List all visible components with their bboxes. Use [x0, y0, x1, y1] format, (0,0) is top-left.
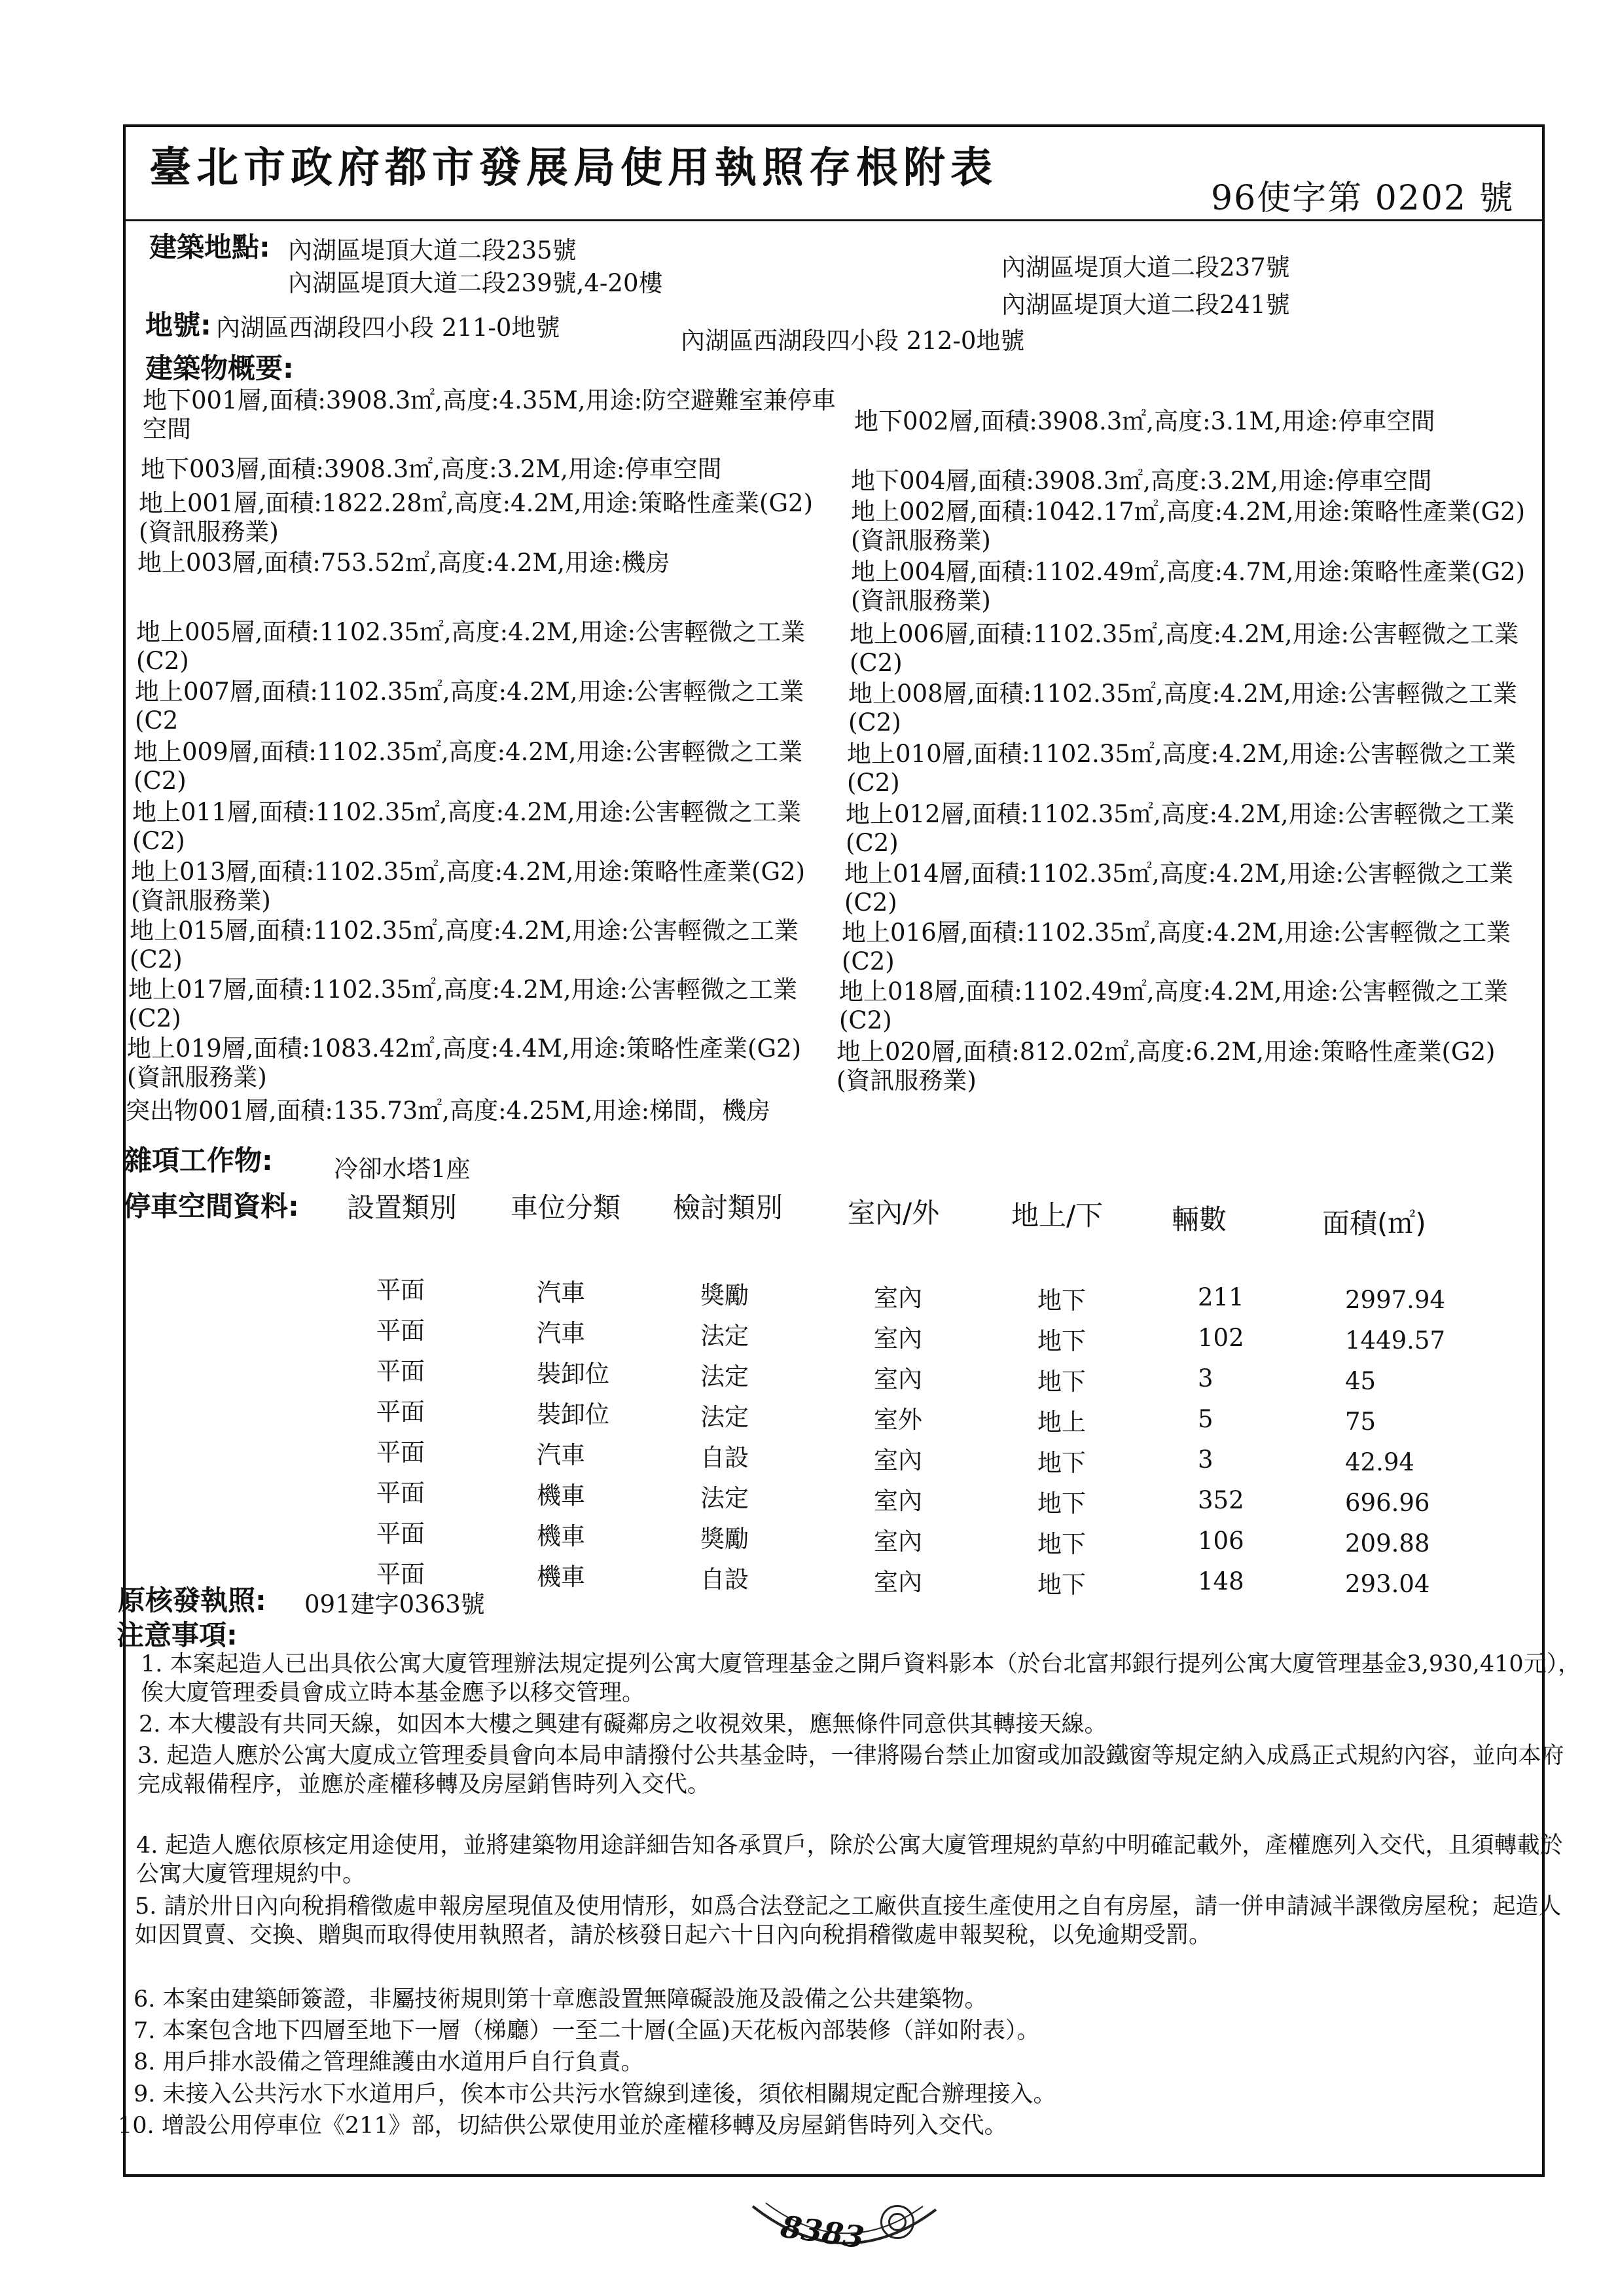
parking-cell-category: 機車 — [537, 1522, 585, 1550]
parking-cell-review: 法定 — [700, 1403, 749, 1431]
floor-014: 地上014層,面積:1102.35㎡,高度:4.2M,用途:公害輕微之工業(C2) — [844, 860, 1514, 917]
parking-cell-type: 平面 — [376, 1357, 425, 1385]
note-9: 9. 未接入公共污水下水道用戶，俟本市公共污水管線到達後，須依相關規定配合辦理接入。 — [134, 2081, 1056, 2107]
parking-cell-count: 148 — [1198, 1567, 1244, 1595]
parking-cell-count: 352 — [1198, 1486, 1244, 1514]
title-divider — [123, 219, 1545, 221]
parking-cell-inout: 室內 — [874, 1284, 922, 1312]
parking-cell-level: 地上 — [1037, 1408, 1086, 1436]
parking-cell-area: 1449.57 — [1345, 1326, 1446, 1355]
floor-008: 地上008層,面積:1102.35㎡,高度:4.2M,用途:公害輕微之工業(C2) — [848, 680, 1518, 737]
address-left-2: 內湖區堤頂大道二段239號,4-20樓 — [288, 269, 663, 297]
parking-cell-area: 2997.94 — [1345, 1286, 1446, 1314]
note-6: 6. 本案由建築師簽證，非屬技術規則第十章應設置無障礙設施及設備之公共建築物。 — [134, 1986, 988, 2013]
floor-p001: 突出物001層,面積:135.73㎡,高度:4.25M,用途:梯間，機房 — [126, 1097, 771, 1125]
address-label: 建築地點: — [149, 231, 270, 263]
parking-cell-level: 地下 — [1037, 1489, 1086, 1518]
parking-cell-type: 平面 — [376, 1560, 425, 1588]
floor-020: 地上020層,面積:812.02㎡,高度:6.2M,用途:策略性產業(G2)(資訊服務業) — [836, 1038, 1496, 1095]
parking-header-review: 檢討類別 — [673, 1192, 783, 1224]
notes-label: 注意事項: — [117, 1619, 238, 1651]
parking-cell-level: 地下 — [1037, 1327, 1086, 1355]
parking-cell-category: 機車 — [537, 1482, 585, 1510]
floor-005: 地上005層,面積:1102.35㎡,高度:4.2M,用途:公害輕微之工業(C2) — [136, 618, 806, 675]
floor-002: 地上002層,面積:1042.17㎡,高度:4.2M,用途:策略性產業(G2)(資訊服務業) — [851, 498, 1526, 555]
lot-left: 內湖區西湖段四小段 211-0地號 — [216, 314, 560, 342]
floor-b003: 地下003層,面積:3908.3㎡,高度:3.2M,用途:停車空間 — [141, 455, 722, 483]
floor-007: 地上007層,面積:1102.35㎡,高度:4.2M,用途:公害輕微之工業(C2 — [135, 678, 804, 735]
parking-cell-review: 法定 — [700, 1322, 749, 1350]
parking-cell-review: 獎勵 — [700, 1281, 749, 1309]
parking-cell-category: 汽車 — [537, 1441, 585, 1469]
note-2: 2. 本大樓設有共同天線，如因本大樓之興建有礙鄰房之收視效果，應無條件同意供其轉接天線。 — [139, 1711, 1107, 1738]
floor-b004: 地下004層,面積:3908.3㎡,高度:3.2M,用途:停車空間 — [851, 467, 1432, 495]
lot-label: 地號: — [145, 309, 211, 341]
note-3: 3. 起造人應於公寓大廈成立管理委員會向本局申請撥付公共基金時，一律將陽台禁止加窗或加設鐵窗等規定納入成爲正式規約內容，並向本府完成報備程序，並應於產權移轉及房屋銷售時列入交代。 — [137, 1743, 1564, 1798]
address-right-1: 內湖區堤頂大道二段237號 — [1001, 253, 1290, 282]
floor-015: 地上015層,面積:1102.35㎡,高度:4.2M,用途:公害輕微之工業(C2) — [130, 917, 799, 974]
parking-cell-area: 696.96 — [1345, 1489, 1430, 1517]
parking-cell-level: 地下 — [1037, 1286, 1086, 1315]
misc-works-label: 雜項工作物: — [124, 1144, 273, 1176]
original-permit-label: 原核發執照: — [118, 1584, 266, 1616]
parking-cell-category: 裝卸位 — [537, 1400, 609, 1429]
address-left-1: 內湖區堤頂大道二段235號 — [288, 236, 577, 264]
parking-cell-inout: 室內 — [874, 1446, 922, 1474]
parking-cell-count: 5 — [1198, 1405, 1214, 1433]
floor-004: 地上004層,面積:1102.49㎡,高度:4.7M,用途:策略性產業(G2)(資訊服務業) — [851, 558, 1526, 615]
floor-012: 地上012層,面積:1102.35㎡,高度:4.2M,用途:公害輕微之工業(C2) — [846, 800, 1515, 857]
floor-010: 地上010層,面積:1102.35㎡,高度:4.2M,用途:公害輕微之工業(C2) — [847, 740, 1517, 797]
parking-cell-type: 平面 — [376, 1276, 425, 1304]
parking-header-area: 面積(㎡) — [1322, 1207, 1426, 1239]
parking-cell-category: 裝卸位 — [537, 1360, 609, 1388]
parking-cell-level: 地下 — [1037, 1571, 1086, 1599]
parking-cell-count: 211 — [1198, 1283, 1244, 1311]
parking-cell-inout: 室內 — [874, 1487, 922, 1515]
parking-cell-count: 102 — [1198, 1324, 1244, 1352]
note-4: 4. 起造人應依原核定用途使用，並將建築物用途詳細告知各承買戶，除於公寓大廈管理規約草約中明確記載外，產權應列入交代，且須轉載於公寓大廈管理規約中。 — [136, 1832, 1563, 1887]
parking-cell-inout: 室內 — [874, 1365, 922, 1393]
parking-label: 停車空間資料: — [123, 1190, 299, 1222]
note-7: 7. 本案包含地下四層至地下一層（梯廳）一至二十層(全區)天花板內部裝修（詳如附表）。 — [134, 2018, 1040, 2044]
parking-header-category: 車位分類 — [511, 1192, 621, 1224]
seal-icon — [880, 2205, 914, 2239]
parking-cell-area: 293.04 — [1345, 1570, 1430, 1598]
note-5: 5. 請於卅日內向稅捐稽徵處申報房屋現值及使用情形，如爲合法登記之工廠供直接生產使用之自有房屋，請一併申請減半課徵房屋稅；起造人如因買賣、交換、贈與而取得使用執照者，請於核發日起六十日內向稅捐稽徵處申報契稅，以免逾期受罰。 — [135, 1893, 1562, 1948]
parking-cell-type: 平面 — [376, 1520, 425, 1548]
note-10: 10. 增設公用停車位《211》部，切結供公眾使用並於產權移轉及房屋銷售時列入交代。 — [118, 2113, 1007, 2139]
parking-cell-level: 地下 — [1037, 1449, 1086, 1477]
parking-cell-inout: 室內 — [874, 1568, 922, 1596]
parking-cell-category: 汽車 — [537, 1319, 585, 1347]
address-right-2: 內湖區堤頂大道二段241號 — [1001, 291, 1290, 319]
misc-works-value: 冷卻水塔1座 — [334, 1155, 471, 1183]
parking-cell-count: 106 — [1198, 1527, 1244, 1555]
parking-cell-review: 獎勵 — [700, 1525, 749, 1553]
overview-label: 建築物概要: — [145, 352, 294, 384]
parking-cell-inout: 室內 — [874, 1527, 922, 1556]
floor-013: 地上013層,面積:1102.35㎡,高度:4.2M,用途:策略性產業(G2)(資訊服務業) — [131, 858, 806, 915]
parking-cell-inout: 室內 — [874, 1324, 922, 1353]
floor-009: 地上009層,面積:1102.35㎡,高度:4.2M,用途:公害輕微之工業(C2) — [134, 738, 803, 795]
parking-cell-review: 法定 — [700, 1362, 749, 1391]
stamp-mark — [746, 2193, 943, 2272]
floor-018: 地上018層,面積:1102.49㎡,高度:4.2M,用途:公害輕微之工業(C2) — [839, 977, 1509, 1034]
floor-016: 地上016層,面積:1102.35㎡,高度:4.2M,用途:公害輕微之工業(C2) — [842, 919, 1511, 975]
lot-right: 內湖區西湖段四小段 212-0地號 — [681, 327, 1025, 355]
parking-cell-category: 機車 — [537, 1563, 585, 1591]
parking-cell-type: 平面 — [376, 1398, 425, 1426]
parking-header-type: 設置類別 — [347, 1192, 458, 1224]
parking-cell-level: 地下 — [1037, 1530, 1086, 1558]
parking-cell-area: 45 — [1345, 1367, 1376, 1395]
parking-cell-review: 自設 — [700, 1444, 749, 1472]
parking-cell-count: 3 — [1198, 1364, 1214, 1393]
floor-019: 地上019層,面積:1083.42㎡,高度:4.4M,用途:策略性產業(G2)(資訊服務業) — [127, 1034, 802, 1091]
floor-017: 地上017層,面積:1102.35㎡,高度:4.2M,用途:公害輕微之工業(C2) — [128, 975, 798, 1032]
parking-header-count: 輛數 — [1172, 1203, 1227, 1235]
floor-b002: 地下002層,面積:3908.3㎡,高度:3.1M,用途:停車空間 — [854, 407, 1435, 435]
parking-cell-area: 42.94 — [1345, 1448, 1414, 1476]
parking-cell-area: 75 — [1345, 1408, 1376, 1436]
document-number: 96使字第 0202 號 — [1211, 179, 1515, 218]
floor-011: 地上011層,面積:1102.35㎡,高度:4.2M,用途:公害輕微之工業(C2) — [132, 798, 802, 855]
floor-001: 地上001層,面積:1822.28㎡,高度:4.2M,用途:策略性產業(G2)(資訊服務業) — [139, 489, 814, 546]
floor-b001: 地下001層,面積:3908.3㎡,高度:4.35M,用途:防空避難室兼停車空間 — [143, 386, 836, 443]
parking-cell-review: 自設 — [700, 1565, 749, 1594]
parking-cell-type: 平面 — [376, 1317, 425, 1345]
parking-cell-review: 法定 — [700, 1484, 749, 1512]
note-8: 8. 用戶排水設備之管理維護由水道用戶自行負責。 — [134, 2049, 644, 2075]
parking-header-inout: 室內/外 — [848, 1197, 940, 1229]
document-title: 臺北市政府都市發展局使用執照存根附表 — [149, 143, 998, 192]
original-permit-value: 091建字0363號 — [304, 1590, 485, 1618]
parking-cell-type: 平面 — [376, 1479, 425, 1507]
floor-006: 地上006層,面積:1102.35㎡,高度:4.2M,用途:公害輕微之工業(C2) — [850, 620, 1519, 677]
parking-cell-area: 209.88 — [1345, 1529, 1430, 1558]
parking-cell-level: 地下 — [1037, 1368, 1086, 1396]
parking-cell-category: 汽車 — [537, 1279, 585, 1307]
parking-cell-inout: 室外 — [874, 1406, 922, 1434]
stamp-number: 8383 — [778, 2208, 867, 2255]
parking-cell-count: 3 — [1198, 1446, 1214, 1474]
parking-header-level: 地上/下 — [1011, 1199, 1104, 1231]
parking-cell-type: 平面 — [376, 1438, 425, 1467]
floor-003: 地上003層,面積:753.52㎡,高度:4.2M,用途:機房 — [137, 549, 670, 577]
note-1: 1. 本案起造人已出具依公寓大廈管理辦法規定提列公寓大廈管理基金之開戶資料影本（於台北富邦銀行提列公寓大廈管理基金3,930,410元），俟大廈管理委員會成立時本基金應予以移交管理。 — [141, 1651, 1581, 1706]
